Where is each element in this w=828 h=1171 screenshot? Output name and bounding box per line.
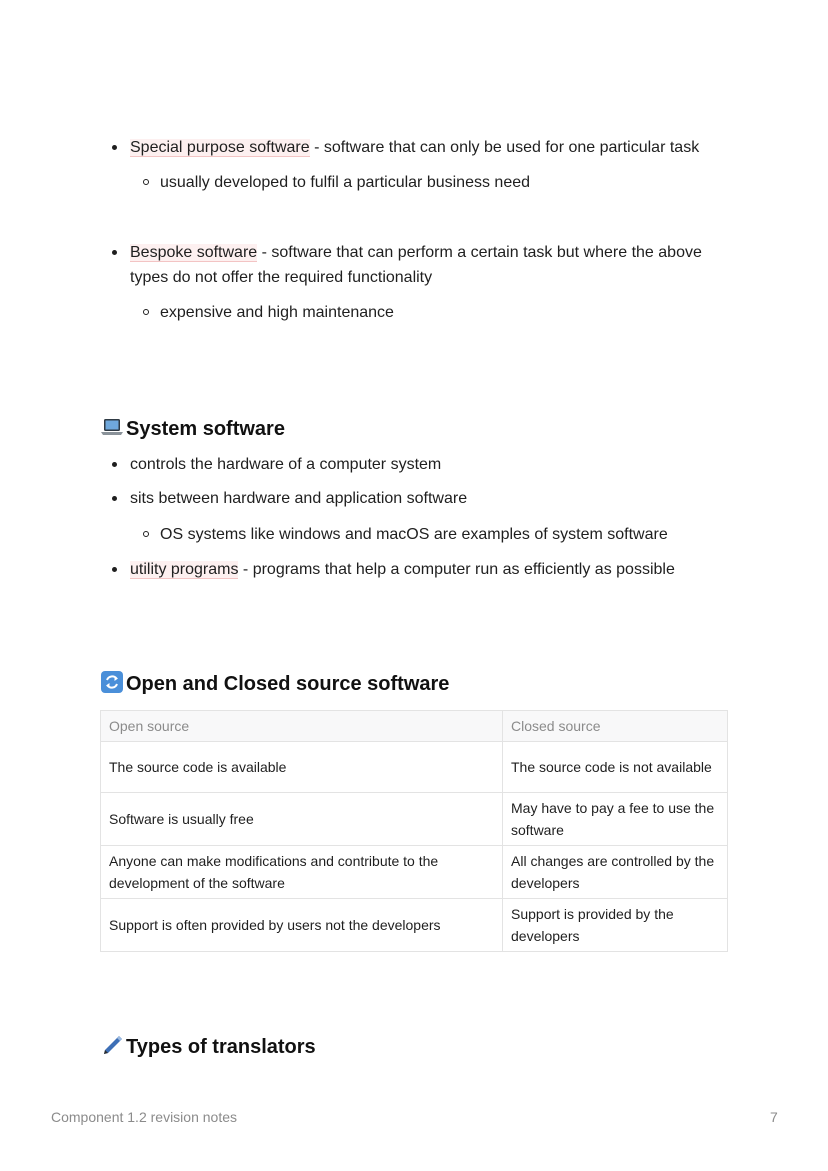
list-item: sits between hardware and application software (130, 486, 730, 511)
table-cell: Anyone can make modifications and contribute to the development of the software (101, 846, 503, 899)
section-heading-system-software (100, 415, 285, 443)
footer-page-number: 7 (770, 1109, 778, 1125)
cycle-arrows-icon (100, 671, 124, 693)
highlighted-term: utility programs (130, 561, 239, 578)
table-cell: All changes are controlled by the developers (503, 846, 728, 899)
sub-list-item: OS systems like windows and macOS are examples of system software (160, 522, 730, 547)
list-item (130, 557, 730, 582)
table-cell: May have to pay a fee to use the software (503, 793, 728, 846)
heading-text: Open and Closed source software (126, 673, 450, 695)
table-row (101, 846, 728, 899)
comparison-table (100, 710, 728, 952)
section-heading-translators (100, 1033, 316, 1061)
column-header-open-source: Open source (101, 711, 503, 742)
table-header-row (101, 711, 728, 742)
table-cell: The source code is not available (503, 742, 728, 793)
item-description: - software that can perform a certain task but where the above types do not offer the required functionality (130, 244, 702, 286)
item-description: - software that can only be used for one particular task (309, 139, 700, 156)
table-cell: Support is provided by the developers (503, 899, 728, 952)
section-heading-open-closed (100, 670, 449, 698)
list-item (130, 240, 730, 290)
list-item (130, 135, 730, 160)
pen-icon (100, 1034, 124, 1056)
item-description: - programs that help a computer run as efficiently as possible (238, 561, 675, 578)
table-cell: Software is usually free (101, 793, 503, 846)
highlighted-term: Bespoke software (130, 244, 258, 261)
heading-text: System software (126, 418, 285, 440)
table-cell: Support is often provided by users not the developers (101, 899, 503, 952)
column-header-closed-source: Closed source (503, 711, 728, 742)
laptop-icon (100, 416, 124, 438)
sub-list-item: usually developed to fulfil a particular business need (160, 170, 730, 195)
table-cell: The source code is available (101, 742, 503, 793)
highlighted-term: Special purpose software (130, 139, 310, 156)
table-row (101, 793, 728, 846)
table-row (101, 899, 728, 952)
list-item: controls the hardware of a computer system (130, 452, 730, 477)
table-row (101, 742, 728, 793)
footer-document-title: Component 1.2 revision notes (51, 1109, 237, 1125)
heading-text: Types of translators (126, 1036, 316, 1058)
sub-list-item: expensive and high maintenance (160, 300, 730, 325)
